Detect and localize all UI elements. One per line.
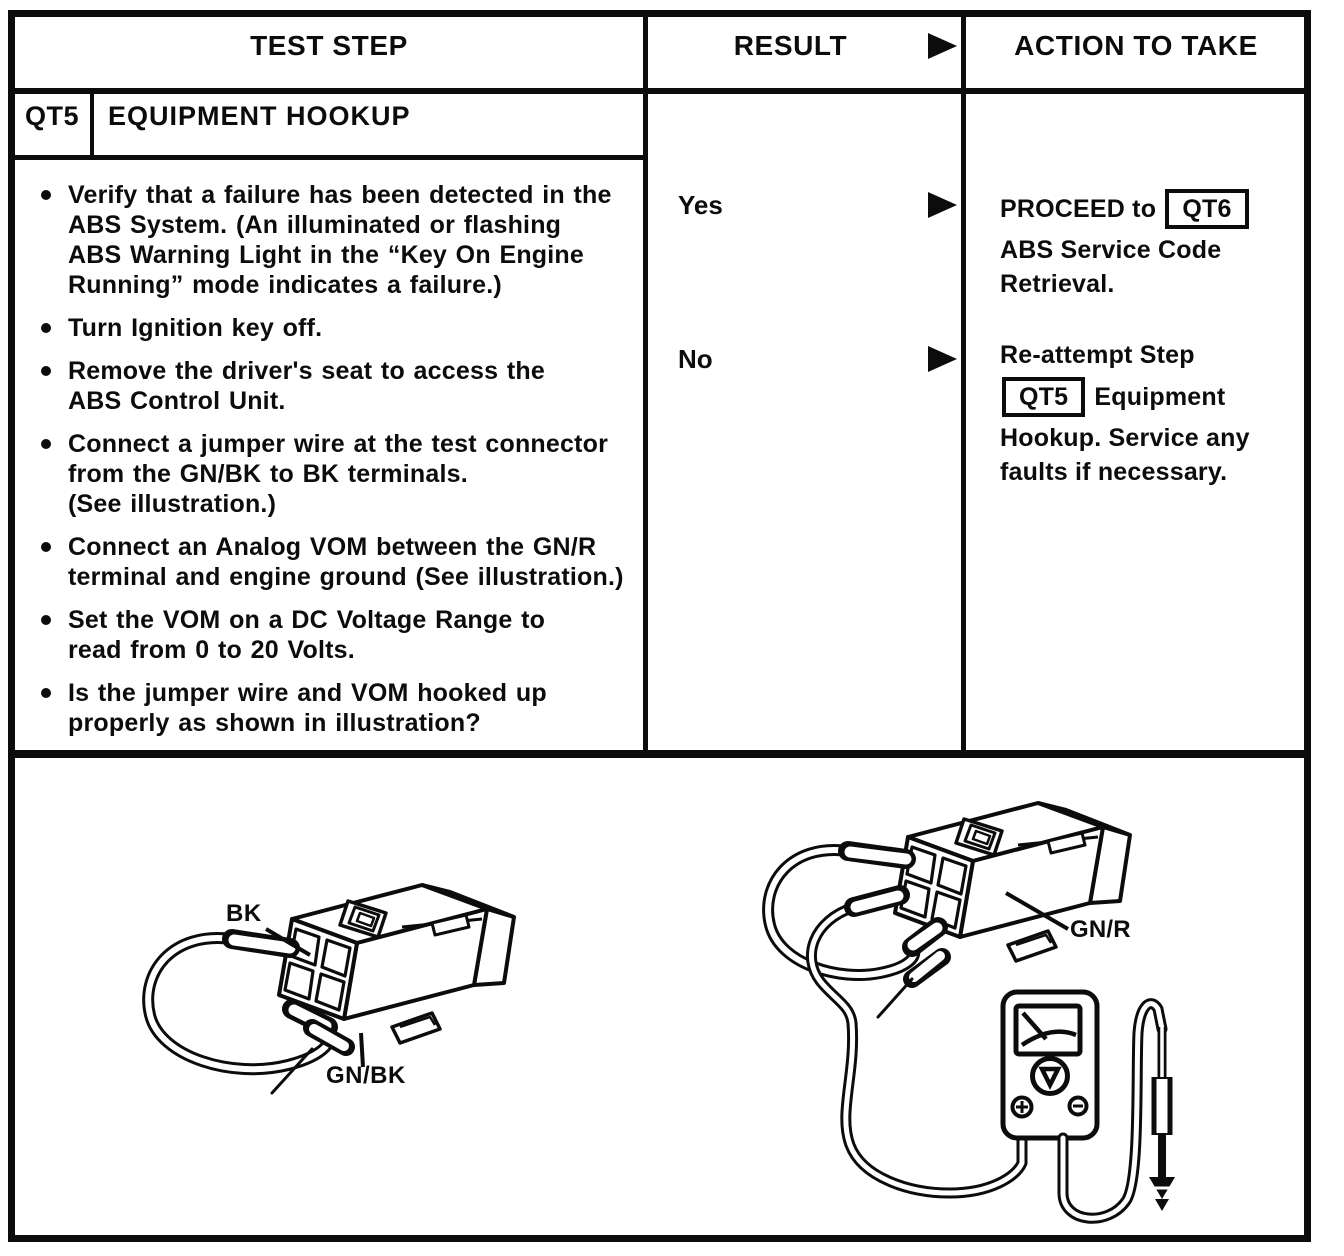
action-line [1000, 377, 1290, 417]
result-yes-arrow-icon [928, 192, 957, 218]
test-step-list [36, 180, 642, 751]
ground-probe [1148, 1027, 1176, 1211]
bullet-line: Verify that a failure has been detected in the [68, 181, 612, 209]
bullet-line: Set the VOM on a DC Voltage Range to [68, 606, 546, 634]
terminal-label-gnr: GN/R [1070, 916, 1131, 943]
bullet-line: Connect a jumper wire at the test connector [68, 430, 609, 458]
header-action: ACTION TO TAKE [1014, 30, 1258, 61]
step-code-badge: QT5 [1002, 377, 1085, 417]
column-divider-1 [643, 10, 648, 755]
action-line: Retrieval. [1000, 270, 1115, 298]
bullet-icon [41, 542, 51, 552]
bullet-line: Is the jumper wire and VOM hooked up [68, 679, 547, 707]
bullet-line: Remove the driver's seat to access the [68, 357, 545, 385]
terminal-label-bk: BK [226, 900, 262, 927]
list-item [36, 180, 642, 300]
bullet-line: (See illustration.) [68, 490, 277, 518]
column-divider-2 [961, 10, 966, 755]
action-line: Hookup. Service any [1000, 424, 1250, 452]
list-item [36, 356, 642, 416]
step-code: QT5 [24, 101, 79, 131]
result-yes: Yes [678, 190, 723, 220]
body-bottom-divider [8, 750, 1311, 758]
bullet-icon [41, 366, 51, 376]
terminal-label-gnbk: GN/BK [326, 1062, 406, 1089]
header-result: RESULT [733, 30, 848, 61]
action-yes [1000, 184, 1290, 301]
bullet-icon [41, 615, 51, 625]
vom-hookup-illustration [760, 775, 1200, 1243]
list-item [36, 532, 642, 592]
list-item [36, 678, 642, 738]
bullet-line: Turn Ignition key off. [68, 314, 323, 342]
vom-meter [1003, 992, 1097, 1138]
action-text: Equipment [1094, 383, 1226, 411]
bullet-icon [41, 439, 51, 449]
bullet-icon [41, 323, 51, 333]
bullet-line: read from 0 to 20 Volts. [68, 636, 355, 664]
bullet-icon [41, 190, 51, 200]
bullet-line: ABS Control Unit. [68, 387, 286, 415]
bullet-line: Running” mode indicates a failure.) [68, 271, 502, 299]
action-line: faults if necessary. [1000, 458, 1228, 486]
header-test-step: TEST STEP [250, 30, 408, 61]
action-no [1000, 338, 1290, 489]
list-item [36, 429, 642, 519]
bullet-line: ABS Warning Light in the “Key On Engine [68, 241, 584, 269]
step-code-divider [90, 94, 94, 156]
bullet-line: terminal and engine ground (See illustration.) [68, 563, 624, 591]
bullet-line: ABS System. (An illuminated or flashing [68, 211, 562, 239]
bullet-line: from the GN/BK to BK terminals. [68, 460, 468, 488]
list-item [36, 605, 642, 665]
step-code-badge: QT6 [1165, 189, 1248, 229]
action-line [1000, 189, 1290, 229]
action-text: PROCEED to [1000, 195, 1157, 223]
header-divider [8, 88, 1311, 94]
jumper-connector-illustration [140, 853, 700, 1105]
list-item [36, 313, 642, 343]
result-no-arrow-icon [928, 346, 957, 372]
action-line: ABS Service Code [1000, 236, 1222, 264]
header-arrow-icon [928, 33, 957, 59]
step-row-divider [8, 155, 645, 160]
bullet-line: Connect an Analog VOM between the GN/R [68, 533, 597, 561]
result-no: No [678, 344, 713, 374]
bullet-line: properly as shown in illustration? [68, 709, 481, 737]
bullet-icon [41, 688, 51, 698]
action-line: Re-attempt Step [1000, 341, 1195, 369]
step-title: EQUIPMENT HOOKUP [108, 101, 411, 131]
